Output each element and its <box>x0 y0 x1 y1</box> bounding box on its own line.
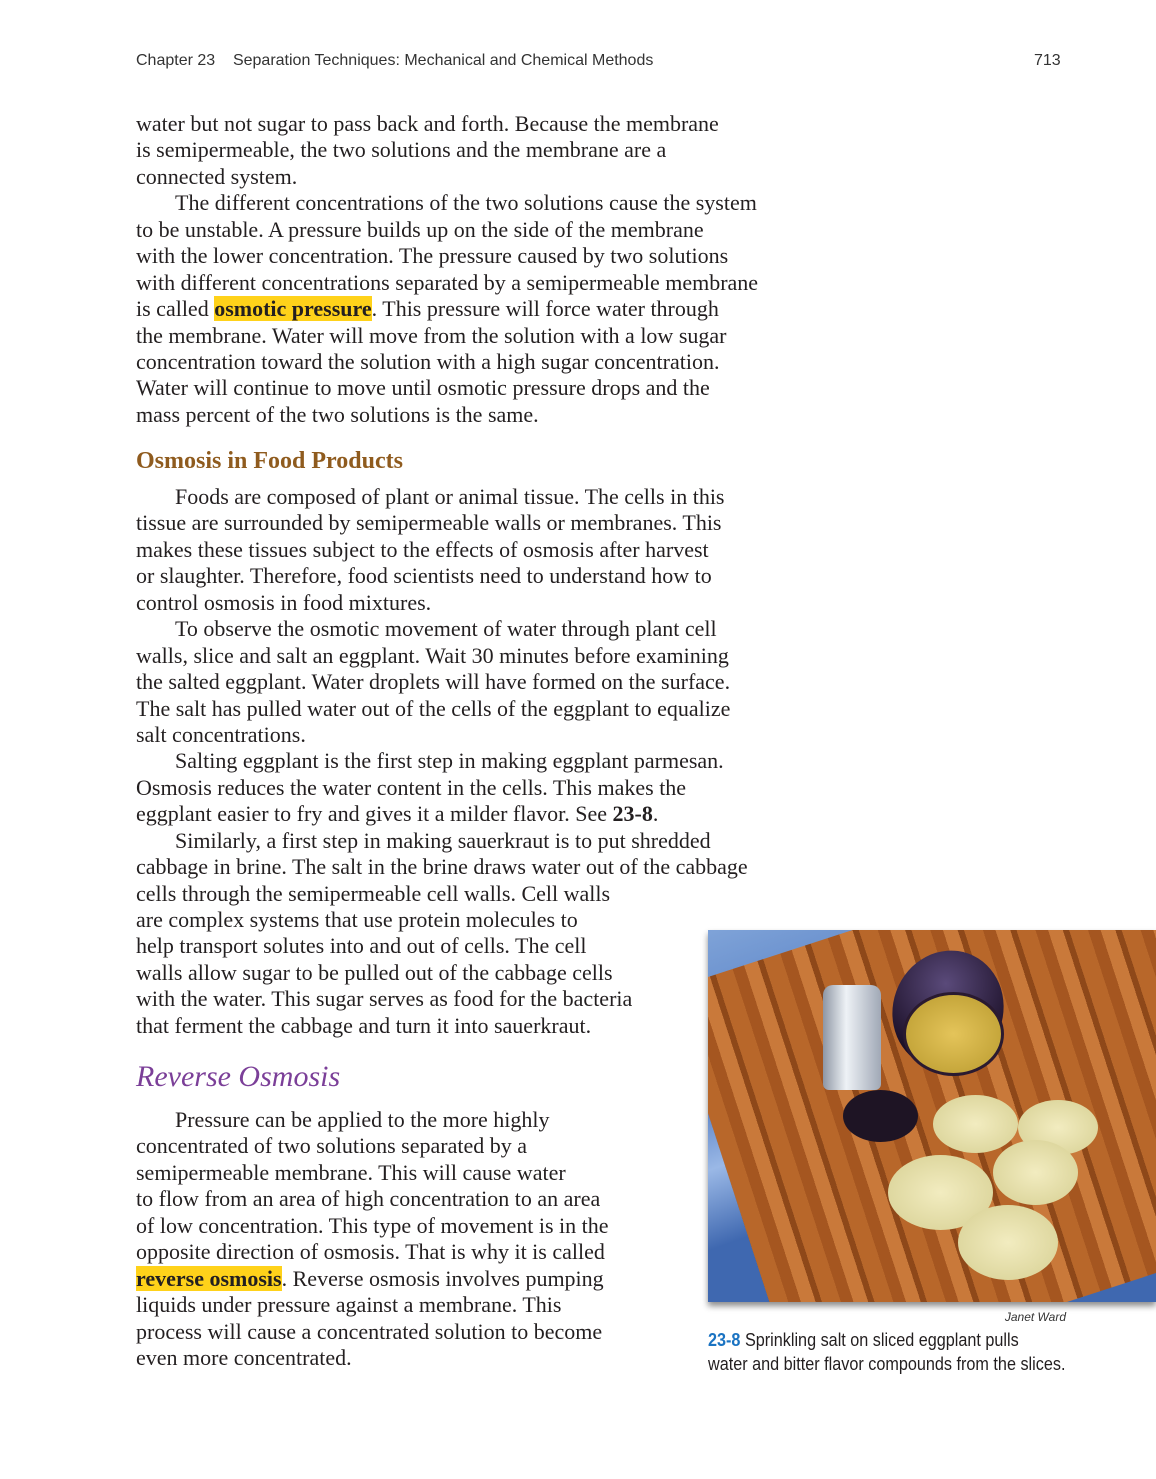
text-segment: concentrated of two solutions separated by a <box>136 1133 527 1159</box>
photo-credit: Janet Ward <box>1004 1310 1066 1324</box>
text-line <box>136 801 748 827</box>
text-line <box>136 164 758 190</box>
text-segment: salt concentrations. <box>136 721 306 747</box>
text-segment: walls allow sugar to be pulled out of the cabbage cells <box>136 959 613 985</box>
figure-caption <box>708 1328 1086 1376</box>
text-line <box>136 563 748 589</box>
text-segment: Pressure can be applied to the more highly <box>175 1107 550 1132</box>
text-segment: the salted eggplant. Water droplets will have formed on the surface. <box>136 669 731 695</box>
text-segment: water but not sugar to pass back and forth. Because the membrane <box>136 111 719 136</box>
text-line <box>136 828 748 854</box>
text-line <box>136 1319 609 1345</box>
text-line <box>136 696 748 722</box>
text-line <box>136 1013 748 1039</box>
text-line <box>136 111 758 137</box>
figure-number: 23-8 <box>708 1330 741 1350</box>
text-line <box>136 907 748 933</box>
text-line <box>136 960 748 986</box>
body-text-food <box>136 484 748 1039</box>
text-segment: mass percent of the two solutions is the same. <box>136 401 539 427</box>
body-text-intro <box>136 111 758 428</box>
text-segment: . <box>652 801 659 827</box>
text-line <box>136 1345 609 1371</box>
text-line <box>136 510 748 536</box>
text-segment: Water will continue to move until osmotic pressure drops and the <box>136 375 710 401</box>
text-segment: Similarly, a first step in making sauerkraut is to put shredded <box>175 827 711 853</box>
text-line <box>136 643 748 669</box>
page-number: 713 <box>1034 52 1061 69</box>
text-line <box>136 484 748 510</box>
text-line <box>136 137 758 163</box>
text-line <box>136 775 748 801</box>
text-segment: to flow from an area of high concentration to an area <box>136 1186 601 1212</box>
text-line <box>136 217 758 243</box>
caption-line-1: Sprinkling salt on sliced eggplant pulls <box>744 1330 1019 1350</box>
text-segment: To observe the osmotic movement of water through plant cell <box>175 616 717 642</box>
text-segment: tissue are surrounded by semipermeable walls or membranes. This <box>136 510 722 536</box>
text-line <box>136 349 758 375</box>
text-line <box>136 881 748 907</box>
text-segment: cells through the semipermeable cell walls. Cell walls <box>136 880 611 906</box>
text-line <box>136 722 748 748</box>
text-segment: or slaughter. Therefore, food scientists need to understand how to <box>136 563 712 589</box>
eggplant-photo <box>708 930 1156 1302</box>
text-segment: Salting eggplant is the first step in making eggplant parmesan. <box>175 748 724 774</box>
highlighted-term: reverse osmosis <box>136 1265 282 1291</box>
eggplant-end <box>843 1090 918 1142</box>
text-segment: help transport solutes into and out of cells. The cell <box>136 933 587 959</box>
chapter-label: Chapter 23 <box>136 52 216 69</box>
text-segment: process will cause a concentrated solution to become <box>136 1318 603 1344</box>
text-segment: The salt has pulled water out of the cells of the eggplant to equalize <box>136 695 731 721</box>
text-line <box>136 1292 609 1318</box>
text-segment: with the water. This sugar serves as food for the bacteria <box>136 986 633 1012</box>
text-line <box>136 537 748 563</box>
text-segment: liquids under pressure against a membrane. This <box>136 1292 562 1318</box>
running-header <box>136 52 653 70</box>
text-line <box>136 748 748 774</box>
text-segment: opposite direction of osmosis. That is why it is called <box>136 1239 605 1265</box>
caption-line-2: water and bitter flavor compounds from the slices. <box>708 1354 1066 1374</box>
text-segment: connected system. <box>136 163 298 189</box>
text-segment: . Reverse osmosis involves pumping <box>281 1265 604 1291</box>
text-segment: control osmosis in food mixtures. <box>136 589 432 615</box>
text-segment: The different concentrations of the two solutions cause the system <box>175 190 757 216</box>
text-segment: . This pressure will force water through <box>371 296 719 322</box>
text-segment: of low concentration. This type of movement is in the <box>136 1212 609 1238</box>
body-text-reverse-osmosis <box>136 1107 609 1371</box>
highlighted-term: osmotic pressure <box>214 296 372 322</box>
text-segment: walls, slice and salt an eggplant. Wait 30 minutes before examining <box>136 642 729 668</box>
eggplant-slice <box>993 1140 1078 1205</box>
text-line <box>136 296 758 322</box>
chapter-title: Separation Techniques: Mechanical and Chemical Methods <box>232 52 654 69</box>
text-segment: is called <box>136 296 215 322</box>
text-line <box>136 375 758 401</box>
eggplant-slice <box>958 1205 1058 1280</box>
text-line <box>136 190 758 216</box>
text-segment: even more concentrated. <box>136 1344 352 1370</box>
salt-shaker <box>823 985 881 1090</box>
text-line <box>136 323 758 349</box>
section-heading-reverse-osmosis: Reverse Osmosis <box>136 1060 341 1093</box>
text-segment: cabbage in brine. The salt in the brine draws water out of the cabbage <box>136 854 748 880</box>
text-line <box>136 1239 609 1265</box>
text-line <box>136 854 748 880</box>
text-line <box>136 933 748 959</box>
text-segment: semipermeable membrane. This will cause water <box>136 1159 566 1185</box>
text-segment: Foods are composed of plant or animal tissue. The cells in this <box>175 484 725 509</box>
text-line <box>136 1186 609 1212</box>
eggplant-cut-face <box>903 992 1004 1076</box>
text-segment: concentration toward the solution with a high sugar concentration. <box>136 348 720 374</box>
text-segment: are complex systems that use protein molecules to <box>136 907 578 932</box>
text-line <box>136 1213 609 1239</box>
text-segment: eggplant easier to fry and gives it a milder flavor. See <box>136 801 613 827</box>
text-segment: the membrane. Water will move from the solution with a low sugar <box>136 322 727 348</box>
figure-reference: 23-8 <box>612 801 653 827</box>
text-segment: makes these tissues subject to the effects of osmosis after harvest <box>136 536 709 562</box>
text-line <box>136 1133 609 1159</box>
text-segment: to be unstable. A pressure builds up on the side of the membrane <box>136 216 704 242</box>
text-segment: with the lower concentration. The pressure caused by two solutions <box>136 243 729 269</box>
text-line <box>136 1107 609 1133</box>
text-line <box>136 590 748 616</box>
text-segment: is semipermeable, the two solutions and the membrane are a <box>136 137 667 163</box>
eggplant-slice <box>933 1095 1018 1153</box>
text-line <box>136 243 758 269</box>
text-line <box>136 1160 609 1186</box>
text-segment: that ferment the cabbage and turn it into sauerkraut. <box>136 1012 592 1038</box>
text-line <box>136 669 748 695</box>
text-line <box>136 402 758 428</box>
section-heading-osmosis-in-food: Osmosis in Food Products <box>136 448 403 474</box>
text-line <box>136 616 748 642</box>
text-segment: Osmosis reduces the water content in the cells. This makes the <box>136 774 687 800</box>
text-segment: with different concentrations separated by a semipermeable membrane <box>136 269 759 295</box>
text-line <box>136 270 758 296</box>
text-line <box>136 1266 609 1292</box>
text-line <box>136 986 748 1012</box>
